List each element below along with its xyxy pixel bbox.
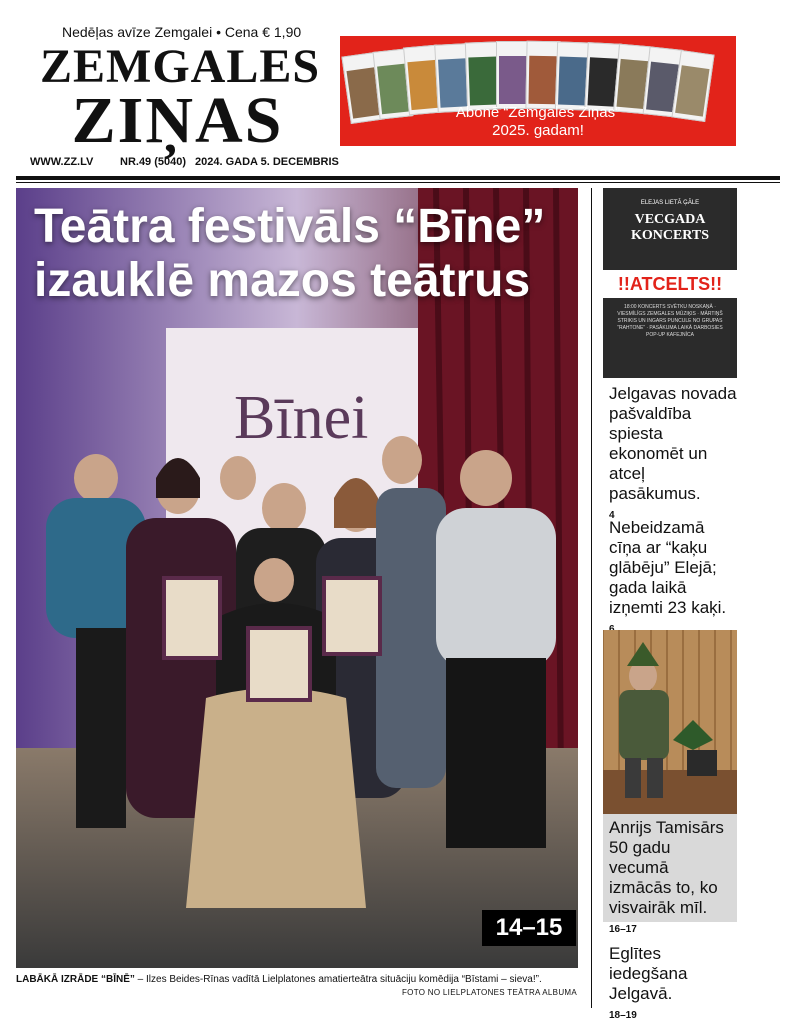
hero-caption-text: – Ilzes Beides-Rīnas vadītā Lielplatones amatierteātra situāciju komēdija “Bīstami – sieva!”.	[134, 974, 542, 985]
sidebar-divider	[591, 188, 592, 1008]
sidebar-story-photo	[603, 630, 737, 814]
header-rule-thin	[16, 182, 780, 183]
concert-ad-top	[603, 188, 737, 270]
subscription-promo[interactable]	[340, 36, 736, 146]
sidebar-story-text-box	[609, 818, 733, 940]
hero-page-ref[interactable]: 14–15	[482, 910, 576, 946]
photo-credit: FOTO NO LIELPLATONES TEĀTRA ALBUMA	[402, 988, 577, 997]
masthead-logo[interactable]	[40, 40, 321, 157]
website-link[interactable]: WWW.ZZ.LV	[30, 156, 94, 168]
cancelled-label: !!ATCELTS!!	[603, 270, 737, 298]
sidebar-story-4[interactable]	[609, 944, 737, 1026]
concert-title-line2: KONCERTS	[630, 228, 710, 243]
sidebar-story-text: Eglītes iedegšana Jelgavā.	[609, 944, 688, 1003]
sidebar-story-page: 4	[609, 510, 615, 521]
hero-story[interactable]	[16, 188, 578, 968]
hero-caption	[16, 974, 578, 985]
bine-sign-text: Bīnei	[234, 384, 369, 452]
concert-title-line1: VECGADA	[634, 212, 706, 227]
subscription-line2: 2025. gadam!	[492, 122, 584, 139]
concert-venue: ELEJAS LIETĀ ĢĀLE	[640, 200, 700, 206]
hero-headline-line2: izauklē mazos teātrus	[34, 254, 531, 307]
hero-headline-line1: Teātra festivāls “Bīne”	[34, 200, 546, 253]
sidebar-story-text: Nebeidzamā cīņa ar “kaķu glābēju” Elejā; gada laikā izņemti 23 kaķi.	[609, 518, 727, 617]
masthead-line1: ZEMGALES	[40, 40, 321, 93]
subscription-line1: Abonē “Zemgales Ziņas”	[455, 104, 621, 121]
sidebar-story-3[interactable]	[603, 630, 737, 935]
subscription-text	[340, 104, 736, 140]
concert-ad[interactable]	[603, 188, 737, 378]
masthead-line2: ZIŅAS	[71, 83, 284, 157]
hero-caption-label: LABĀKĀ IZRĀDE “BĪNĒ”	[16, 974, 135, 985]
issue-number: NR.49 (5040)	[120, 156, 187, 168]
issue-date: 2024. GADA 5. DECEMBRIS	[195, 156, 339, 168]
sidebar-story-text: Jelgavas novada pašvaldība spiesta ekonomēt un atceļ pasākumus.	[609, 384, 737, 503]
header-rule	[16, 176, 780, 180]
concert-details: 18:00 KONCERTS SVĒTKU NOSKAŅĀ · VIESMĪLĪGS ZEMGALES MŪZIĶIS · MĀRTIŅŠ STRIKIS UN INGARS PUNCULE NO GRUPAS “RAHTONE” · PASĀKUMA LAIKĀ DARBOSIES POP-UP KAFEJNĪCA	[603, 298, 737, 378]
sidebar-story-1[interactable]	[609, 384, 737, 526]
hero-headline[interactable]	[34, 200, 574, 308]
sidebar-story-page: 18–19	[609, 1010, 637, 1021]
sidebar-story-2[interactable]	[609, 518, 737, 640]
sidebar-story-page: 16–17	[609, 924, 637, 935]
tagline: Nedēļas avīze Zemgalei • Cena € 1,90	[62, 24, 302, 40]
concert-title	[603, 212, 737, 244]
sidebar-story-text: Anrijs Tamisārs 50 gadu vecumā izmācās to, ko visvairāk mīl.	[609, 818, 724, 917]
